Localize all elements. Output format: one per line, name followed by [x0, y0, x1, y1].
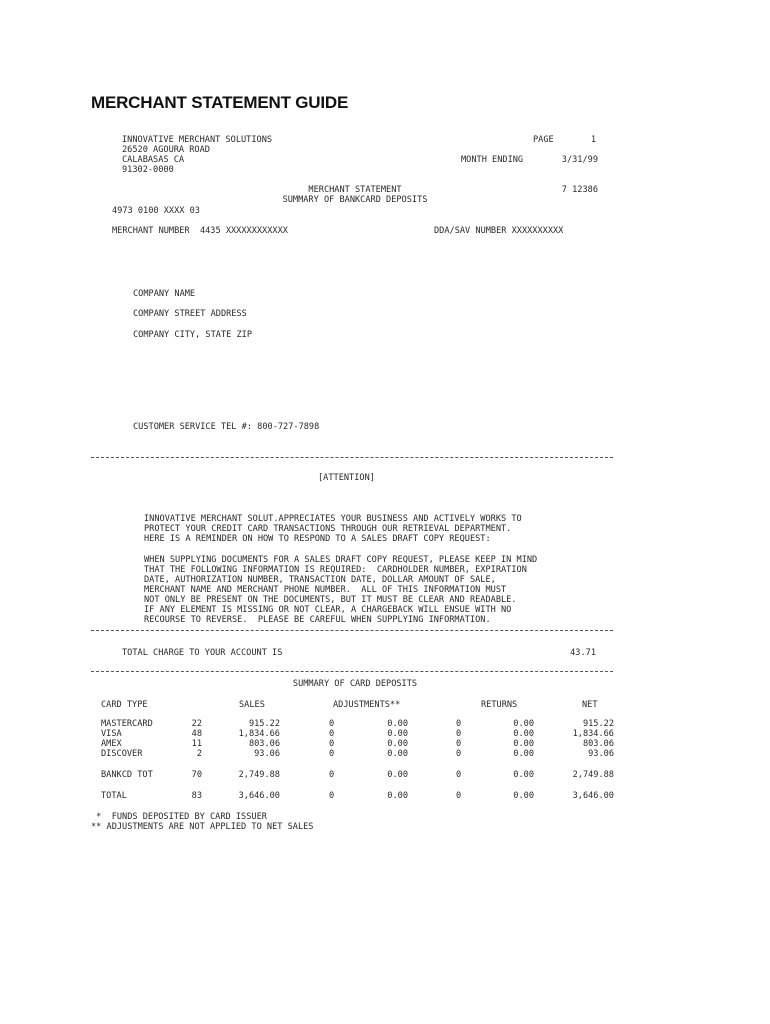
adjustments-count: 0	[329, 729, 335, 739]
returns-value: 0.00	[513, 729, 534, 739]
returns-count: 0	[456, 739, 462, 749]
header-sales: SALES	[239, 700, 265, 710]
divider	[91, 671, 613, 672]
sales-value: 803.06	[248, 739, 280, 749]
month-ending-value: 3/31/99	[561, 155, 598, 165]
attention-label: [ATTENTION]	[318, 473, 375, 483]
card-type: BANKCD TOT	[101, 770, 153, 780]
sales-value: 915.22	[248, 719, 280, 729]
net-value: 803.06	[582, 739, 614, 749]
month-ending-label: MONTH ENDING	[461, 155, 524, 165]
total-charge-value: 43.71	[570, 648, 596, 658]
adjustments-count: 0	[329, 719, 335, 729]
returns-count: 0	[456, 729, 462, 739]
sales-value: 2,749.88	[238, 770, 280, 780]
attention-line: INNOVATIVE MERCHANT SOLUT.APPRECIATES YOUR BUSINESS AND ACTIVELY WORKS TO	[144, 514, 522, 524]
header-net: NET	[582, 700, 598, 710]
divider	[91, 457, 613, 458]
returns-count: 0	[456, 719, 462, 729]
returns-value: 0.00	[513, 749, 534, 759]
adjustments-count: 0	[329, 791, 335, 801]
returns-value: 0.00	[513, 739, 534, 749]
adjustments-count: 0	[329, 749, 335, 759]
net-value: 3,646.00	[572, 791, 614, 801]
card-type: MASTERCARD	[101, 719, 153, 729]
merchant-number: MERCHANT NUMBER 4435 XXXXXXXXXXXX	[112, 226, 288, 236]
header-card-type: CARD TYPE	[101, 700, 148, 710]
count: 83	[191, 791, 202, 801]
card-type: TOTAL	[101, 791, 127, 801]
adjustments-value: 0.00	[387, 729, 408, 739]
attention-line: MERCHANT NAME AND MERCHANT PHONE NUMBER. ALL OF THIS INFORMATION MUST	[144, 585, 507, 595]
total-charge-label: TOTAL CHARGE TO YOUR ACCOUNT IS	[122, 648, 283, 658]
customer-service-phone: CUSTOMER SERVICE TEL #: 800-727-7898	[133, 422, 320, 432]
attention-line: THAT THE FOLLOWING INFORMATION IS REQUIRED: CARDHOLDER NUMBER, EXPIRATION	[144, 565, 527, 575]
issuer-address: 26520 AGOURA ROAD	[122, 145, 210, 155]
summary-title: SUMMARY OF CARD DEPOSITS	[292, 679, 418, 689]
net-value: 915.22	[582, 719, 614, 729]
page-label: PAGE	[533, 135, 554, 145]
statement-code: 7 12386	[561, 185, 598, 195]
returns-count: 0	[456, 749, 462, 759]
issuer-zip: 91302-0000	[122, 165, 174, 175]
adjustments-value: 0.00	[387, 791, 408, 801]
card-type: AMEX	[101, 739, 122, 749]
returns-count: 0	[456, 770, 462, 780]
footnote-funds: * FUNDS DEPOSITED BY CARD ISSUER	[91, 812, 267, 822]
returns-value: 0.00	[513, 770, 534, 780]
count: 70	[191, 770, 202, 780]
issuer-name: INNOVATIVE MERCHANT SOLUTIONS	[122, 135, 273, 145]
returns-value: 0.00	[513, 719, 534, 729]
statement-title: MERCHANT STATEMENT	[308, 185, 402, 195]
adjustments-count: 0	[329, 770, 335, 780]
page-title: MERCHANT STATEMENT GUIDE	[91, 93, 349, 112]
attention-line: PROTECT YOUR CREDIT CARD TRANSACTIONS THROUGH OUR RETRIEVAL DEPARTMENT.	[144, 524, 512, 534]
adjustments-value: 0.00	[387, 739, 408, 749]
card-type: VISA	[101, 729, 122, 739]
customer-city: COMPANY CITY, STATE ZIP	[133, 330, 252, 340]
card-type: DISCOVER	[101, 749, 143, 759]
attention-paragraph-2	[144, 545, 537, 625]
sales-value: 1,834.66	[238, 729, 280, 739]
adjustments-count: 0	[329, 739, 335, 749]
net-value: 2,749.88	[572, 770, 614, 780]
header-returns: RETURNS	[481, 700, 518, 710]
count: 2	[196, 749, 202, 759]
attention-paragraph-1	[144, 504, 522, 544]
header-adjustments: ADJUSTMENTS**	[333, 700, 401, 710]
dda-number: DDA/SAV NUMBER XXXXXXXXXX	[434, 226, 564, 236]
sales-value: 93.06	[254, 749, 280, 759]
attention-line: DATE, AUTHORIZATION NUMBER, TRANSACTION DATE, DOLLAR AMOUNT OF SALE,	[144, 575, 496, 585]
count: 22	[191, 719, 202, 729]
customer-street: COMPANY STREET ADDRESS	[133, 309, 247, 319]
issuer-city: CALABASAS CA	[122, 155, 185, 165]
count: 48	[191, 729, 202, 739]
footnote-adjustments: ** ADJUSTMENTS ARE NOT APPLIED TO NET SALES	[91, 822, 314, 832]
count: 11	[191, 739, 202, 749]
divider	[91, 630, 613, 631]
statement-subtitle: SUMMARY OF BANKCARD DEPOSITS	[282, 195, 428, 205]
attention-line: NOT ONLY BE PRESENT ON THE DOCUMENTS, BUT IT MUST BE CLEAR AND READABLE.	[144, 595, 517, 605]
net-value: 1,834.66	[572, 729, 614, 739]
customer-name: COMPANY NAME	[133, 289, 196, 299]
adjustments-value: 0.00	[387, 749, 408, 759]
adjustments-value: 0.00	[387, 770, 408, 780]
page-number: 1	[590, 135, 596, 145]
attention-line: IF ANY ELEMENT IS MISSING OR NOT CLEAR, A CHARGEBACK WILL ENSUE WITH NO	[144, 605, 512, 615]
returns-count: 0	[456, 791, 462, 801]
sales-value: 3,646.00	[238, 791, 280, 801]
account-ref: 4973 0100 XXXX 03	[112, 206, 200, 216]
attention-line: HERE IS A REMINDER ON HOW TO RESPOND TO A SALES DRAFT COPY REQUEST:	[144, 534, 491, 544]
net-value: 93.06	[588, 749, 614, 759]
returns-value: 0.00	[513, 791, 534, 801]
attention-line: WHEN SUPPLYING DOCUMENTS FOR A SALES DRAFT COPY REQUEST, PLEASE KEEP IN MIND	[144, 555, 538, 565]
attention-line: RECOURSE TO REVERSE. PLEASE BE CAREFUL WHEN SUPPLYING INFORMATION.	[144, 615, 491, 625]
adjustments-value: 0.00	[387, 719, 408, 729]
